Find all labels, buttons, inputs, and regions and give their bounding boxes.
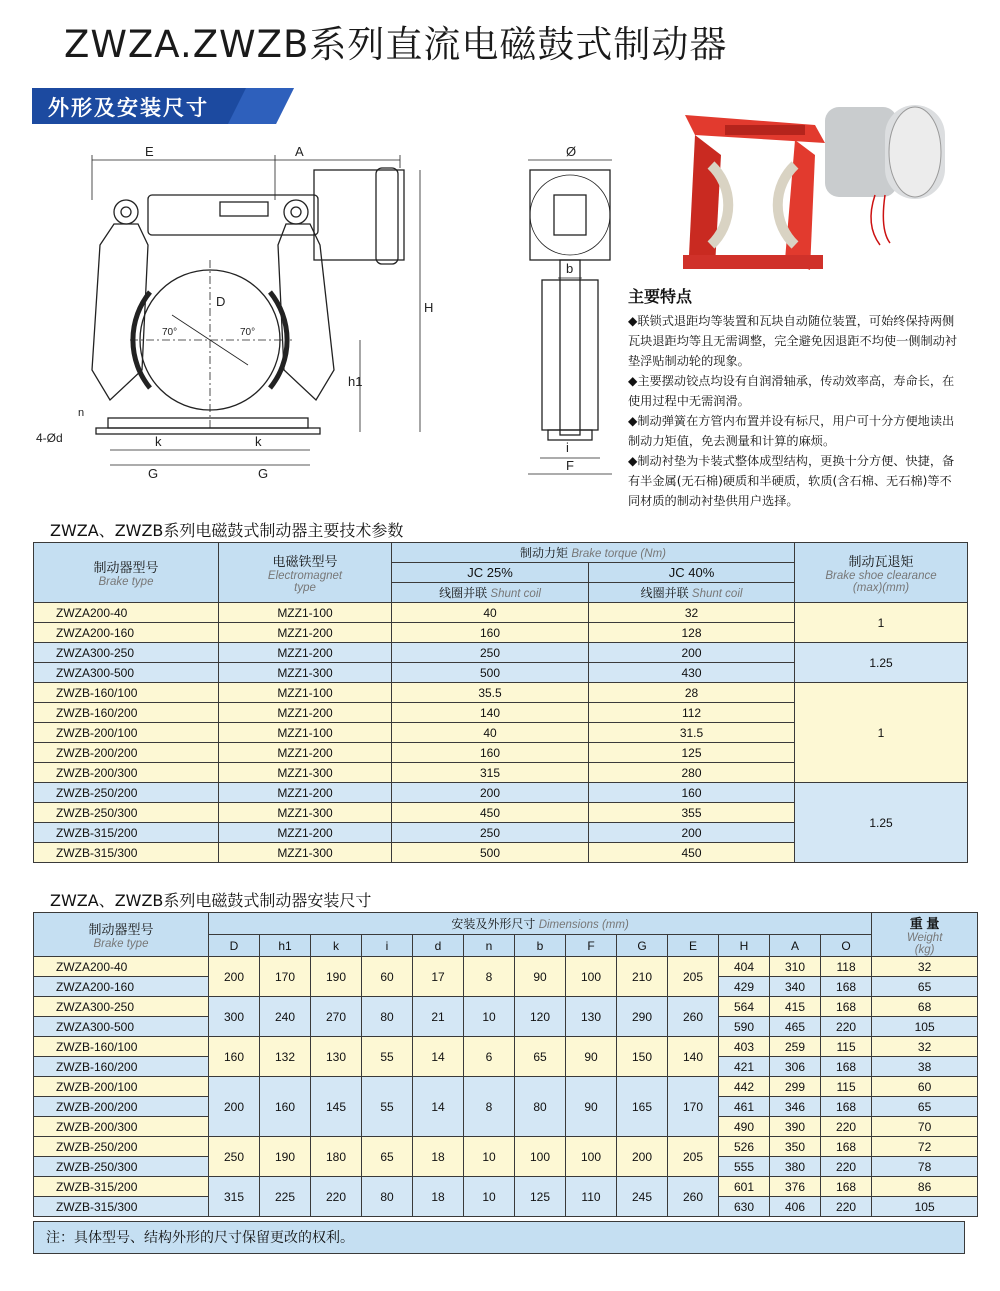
header-torque: 制动力矩 Brake torque (Nm) xyxy=(392,543,795,563)
page-title: ZWZA.ZWZB系列直流电磁鼓式制动器 xyxy=(64,23,728,66)
cell-magnet: MZZ1-300 xyxy=(219,803,392,823)
cell-jc25: 40 xyxy=(392,723,589,743)
cell-E: 260 xyxy=(668,997,719,1037)
cell-O: 168 xyxy=(821,997,872,1017)
label-A: A xyxy=(295,144,304,159)
cell-model: ZWZB-250/200 xyxy=(34,1137,209,1157)
table-row xyxy=(34,1037,978,1057)
cell-A: 259 xyxy=(770,1037,821,1057)
cell-k: 130 xyxy=(311,1037,362,1077)
feature-item: ◆制动弹簧在方管内布置并设有标尺，用户可十分方便地读出制动力矩值，免去测量和计算的麻烦。 xyxy=(628,414,955,448)
cell-model: ZWZB-250/300 xyxy=(34,803,219,823)
cell-d: 14 xyxy=(413,1077,464,1137)
col-header-D: D xyxy=(209,935,260,957)
cell-i: 65 xyxy=(362,1137,413,1177)
cell-jc25: 160 xyxy=(392,743,589,763)
cell-jc40: 125 xyxy=(589,743,795,763)
cell-model: ZWZB-200/100 xyxy=(34,1077,209,1097)
cell-weight: 105 xyxy=(872,1197,978,1217)
col-header-O: O xyxy=(821,935,872,957)
cell-jc40: 28 xyxy=(589,683,795,703)
cell-G: 150 xyxy=(617,1037,668,1077)
cell-jc25: 450 xyxy=(392,803,589,823)
cell-O: 168 xyxy=(821,1177,872,1197)
col-header-k: k xyxy=(311,935,362,957)
cell-G: 290 xyxy=(617,997,668,1037)
cell-magnet: MZZ1-300 xyxy=(219,763,392,783)
cell-A: 376 xyxy=(770,1177,821,1197)
features-section xyxy=(628,287,963,511)
cell-jc25: 500 xyxy=(392,663,589,683)
cell-h1: 160 xyxy=(260,1077,311,1137)
cell-h1: 190 xyxy=(260,1137,311,1177)
cell-jc25: 500 xyxy=(392,843,589,863)
cell-H: 590 xyxy=(719,1017,770,1037)
label-G-right: G xyxy=(258,466,269,481)
cell-h1: 240 xyxy=(260,997,311,1037)
header-jc40: JC 40% xyxy=(589,563,795,583)
cell-i: 80 xyxy=(362,1177,413,1217)
cell-A: 415 xyxy=(770,997,821,1017)
tech-params-table xyxy=(33,542,968,863)
cell-magnet: MZZ1-100 xyxy=(219,683,392,703)
cell-k: 145 xyxy=(311,1077,362,1137)
cell-model: ZWZA200-40 xyxy=(34,603,219,623)
cell-magnet: MZZ1-100 xyxy=(219,603,392,623)
cell-model: ZWZB-250/300 xyxy=(34,1157,209,1177)
cell-d: 14 xyxy=(413,1037,464,1077)
cell-b: 90 xyxy=(515,957,566,997)
cell-jc40: 32 xyxy=(589,603,795,623)
col-header-i: i xyxy=(362,935,413,957)
col-header-n: n xyxy=(464,935,515,957)
cell-E: 205 xyxy=(668,1137,719,1177)
section-banner-text: 外形及安装尺寸 xyxy=(48,96,209,120)
cell-H: 404 xyxy=(719,957,770,977)
cell-weight: 78 xyxy=(872,1157,978,1177)
cell-O: 220 xyxy=(821,1017,872,1037)
cell-model: ZWZA300-250 xyxy=(34,997,209,1017)
cell-i: 80 xyxy=(362,997,413,1037)
cell-G: 210 xyxy=(617,957,668,997)
cell-A: 406 xyxy=(770,1197,821,1217)
cell-weight: 70 xyxy=(872,1117,978,1137)
cell-O: 168 xyxy=(821,977,872,997)
cell-jc25: 35.5 xyxy=(392,683,589,703)
cell-D: 160 xyxy=(209,1037,260,1077)
cell-H: 601 xyxy=(719,1177,770,1197)
cell-H: 442 xyxy=(719,1077,770,1097)
cell-H: 403 xyxy=(719,1037,770,1057)
section-banner xyxy=(32,88,294,124)
cell-weight: 32 xyxy=(872,1037,978,1057)
footnote: 注：具体型号、结构外形的尺寸保留更改的权利。 xyxy=(33,1221,965,1254)
label-h1: h1 xyxy=(348,374,363,389)
cell-model: ZWZB-250/200 xyxy=(34,783,219,803)
label-n: n xyxy=(78,407,85,419)
cell-n: 8 xyxy=(464,957,515,997)
col-header-b: b xyxy=(515,935,566,957)
label-k-right: k xyxy=(255,434,262,449)
table-row xyxy=(34,957,978,977)
cell-D: 315 xyxy=(209,1177,260,1217)
label-holes: 4-Ød xyxy=(36,431,63,445)
cell-b: 100 xyxy=(515,1137,566,1177)
cell-E: 170 xyxy=(668,1077,719,1137)
table-row xyxy=(34,783,968,803)
cell-A: 380 xyxy=(770,1157,821,1177)
cell-d: 18 xyxy=(413,1177,464,1217)
cell-h1: 170 xyxy=(260,957,311,997)
header-jc25: JC 25% xyxy=(392,563,589,583)
table-row xyxy=(34,603,968,623)
cell-k: 220 xyxy=(311,1177,362,1217)
cell-model: ZWZB-200/200 xyxy=(34,1097,209,1117)
cell-D: 250 xyxy=(209,1137,260,1177)
col-header-H: H xyxy=(719,935,770,957)
cell-k: 180 xyxy=(311,1137,362,1177)
cell-model: ZWZB-315/300 xyxy=(34,843,219,863)
cell-H: 526 xyxy=(719,1137,770,1157)
cell-jc40: 200 xyxy=(589,823,795,843)
feature-item: ◆主要摆动铰点均设有自润滑轴承，传动效率高，寿命长，在使用过程中无需润滑。 xyxy=(628,374,955,408)
cell-jc25: 315 xyxy=(392,763,589,783)
label-D: D xyxy=(216,294,226,309)
cell-clearance: 1 xyxy=(795,683,968,783)
table-row xyxy=(34,997,978,1017)
col-header-E: E xyxy=(668,935,719,957)
cell-clearance: 1 xyxy=(795,603,968,643)
table1-title: ZWZA、ZWZB系列电磁鼓式制动器主要技术参数 xyxy=(50,521,404,540)
cell-A: 346 xyxy=(770,1097,821,1117)
cell-n: 10 xyxy=(464,1137,515,1177)
install-dimensions-table xyxy=(33,912,978,1217)
cell-jc40: 160 xyxy=(589,783,795,803)
cell-A: 465 xyxy=(770,1017,821,1037)
cell-D: 200 xyxy=(209,957,260,997)
cell-jc40: 128 xyxy=(589,623,795,643)
col-header-d: d xyxy=(413,935,464,957)
cell-i: 60 xyxy=(362,957,413,997)
header-coil-jc25: 线圈并联 Shunt coil xyxy=(392,583,589,603)
cell-magnet: MZZ1-300 xyxy=(219,843,392,863)
cell-H: 429 xyxy=(719,977,770,997)
cell-b: 120 xyxy=(515,997,566,1037)
cell-H: 555 xyxy=(719,1157,770,1177)
cell-i: 55 xyxy=(362,1077,413,1137)
cell-jc40: 280 xyxy=(589,763,795,783)
cell-E: 205 xyxy=(668,957,719,997)
label-k-left: k xyxy=(155,434,162,449)
header-clearance: 制动瓦退矩 Brake shoe clearance (max)(mm) xyxy=(795,543,968,603)
cell-model: ZWZB-315/300 xyxy=(34,1197,209,1217)
cell-E: 140 xyxy=(668,1037,719,1077)
cell-D: 200 xyxy=(209,1077,260,1137)
cell-n: 10 xyxy=(464,997,515,1037)
header-model: 制动器型号 Brake type xyxy=(34,913,209,957)
cell-jc25: 250 xyxy=(392,823,589,843)
cell-G: 165 xyxy=(617,1077,668,1137)
cell-F: 130 xyxy=(566,997,617,1037)
header-weight: 重 量 Weight (kg) xyxy=(872,913,978,957)
cell-jc40: 112 xyxy=(589,703,795,723)
cell-weight: 38 xyxy=(872,1057,978,1077)
cell-d: 21 xyxy=(413,997,464,1037)
cell-i: 55 xyxy=(362,1037,413,1077)
cell-magnet: MZZ1-200 xyxy=(219,783,392,803)
col-header-A: A xyxy=(770,935,821,957)
cell-weight: 60 xyxy=(872,1077,978,1097)
cell-jc25: 160 xyxy=(392,623,589,643)
label-b: b xyxy=(566,261,574,276)
cell-F: 110 xyxy=(566,1177,617,1217)
cell-n: 6 xyxy=(464,1037,515,1077)
table2-title: ZWZA、ZWZB系列电磁鼓式制动器安装尺寸 xyxy=(50,891,372,910)
cell-A: 299 xyxy=(770,1077,821,1097)
cell-d: 18 xyxy=(413,1137,464,1177)
col-header-F: F xyxy=(566,935,617,957)
cell-model: ZWZA300-500 xyxy=(34,1017,209,1037)
table-row xyxy=(34,1077,978,1097)
header-dimensions: 安装及外形尺寸 Dimensions (mm) xyxy=(209,913,872,935)
cell-magnet: MZZ1-200 xyxy=(219,743,392,763)
cell-O: 115 xyxy=(821,1037,872,1057)
cell-magnet: MZZ1-300 xyxy=(219,663,392,683)
cell-model: ZWZA300-250 xyxy=(34,643,219,663)
cell-weight: 105 xyxy=(872,1017,978,1037)
cell-H: 490 xyxy=(719,1117,770,1137)
cell-weight: 86 xyxy=(872,1177,978,1197)
header-coil-jc40: 线圈并联 Shunt coil xyxy=(589,583,795,603)
cell-jc40: 450 xyxy=(589,843,795,863)
cell-magnet: MZZ1-200 xyxy=(219,643,392,663)
cell-F: 90 xyxy=(566,1077,617,1137)
cell-model: ZWZB-160/200 xyxy=(34,1057,209,1077)
cell-k: 190 xyxy=(311,957,362,997)
cell-A: 350 xyxy=(770,1137,821,1157)
cell-G: 200 xyxy=(617,1137,668,1177)
cell-model: ZWZA200-40 xyxy=(34,957,209,977)
cell-model: ZWZB-200/300 xyxy=(34,1117,209,1137)
cell-O: 115 xyxy=(821,1077,872,1097)
cell-A: 306 xyxy=(770,1057,821,1077)
cell-b: 65 xyxy=(515,1037,566,1077)
cell-k: 270 xyxy=(311,997,362,1037)
label-O: Ø xyxy=(566,144,577,159)
cell-model: ZWZA300-500 xyxy=(34,663,219,683)
features-heading: 主要特点 xyxy=(628,287,693,306)
cell-F: 100 xyxy=(566,1137,617,1177)
cell-magnet: MZZ1-100 xyxy=(219,723,392,743)
label-i: i xyxy=(566,440,569,455)
col-header-G: G xyxy=(617,935,668,957)
cell-jc25: 250 xyxy=(392,643,589,663)
cell-jc25: 40 xyxy=(392,603,589,623)
cell-D: 300 xyxy=(209,997,260,1037)
cell-jc40: 31.5 xyxy=(589,723,795,743)
cell-d: 17 xyxy=(413,957,464,997)
cell-jc40: 355 xyxy=(589,803,795,823)
product-photo xyxy=(675,95,965,280)
cell-G: 245 xyxy=(617,1177,668,1217)
cell-weight: 68 xyxy=(872,997,978,1017)
table-row xyxy=(34,643,968,663)
label-angle-left: 70° xyxy=(162,327,178,338)
cell-magnet: MZZ1-200 xyxy=(219,823,392,843)
cell-weight: 65 xyxy=(872,1097,978,1117)
cell-jc25: 140 xyxy=(392,703,589,723)
cell-n: 8 xyxy=(464,1077,515,1137)
cell-F: 90 xyxy=(566,1037,617,1077)
cell-model: ZWZB-315/200 xyxy=(34,823,219,843)
cell-O: 168 xyxy=(821,1097,872,1117)
table-row xyxy=(34,683,968,703)
cell-weight: 65 xyxy=(872,977,978,997)
cell-h1: 225 xyxy=(260,1177,311,1217)
cell-A: 390 xyxy=(770,1117,821,1137)
cell-model: ZWZA200-160 xyxy=(34,623,219,643)
cell-model: ZWZA200-160 xyxy=(34,977,209,997)
cell-A: 310 xyxy=(770,957,821,977)
cell-magnet: MZZ1-200 xyxy=(219,623,392,643)
cell-model: ZWZB-200/300 xyxy=(34,763,219,783)
cell-O: 220 xyxy=(821,1197,872,1217)
feature-item: ◆制动衬垫为卡装式整体成型结构，更换十分方便、快捷，备有半金属(无石棉)硬质和半硬质，软质(含石棉、无石棉)等不同材质的制动衬垫供用户选择。 xyxy=(628,454,955,508)
cell-O: 168 xyxy=(821,1137,872,1157)
cell-h1: 132 xyxy=(260,1037,311,1077)
label-H: H xyxy=(424,300,434,315)
cell-magnet: MZZ1-200 xyxy=(219,703,392,723)
cell-H: 461 xyxy=(719,1097,770,1117)
cell-weight: 72 xyxy=(872,1137,978,1157)
cell-weight: 32 xyxy=(872,957,978,977)
cell-model: ZWZB-200/100 xyxy=(34,723,219,743)
cell-jc40: 430 xyxy=(589,663,795,683)
cell-O: 220 xyxy=(821,1157,872,1177)
cell-H: 421 xyxy=(719,1057,770,1077)
cell-F: 100 xyxy=(566,957,617,997)
cell-model: ZWZB-160/200 xyxy=(34,703,219,723)
header-magnet: 电磁铁型号 Electromagnet type xyxy=(219,543,392,603)
col-header-h1: h1 xyxy=(260,935,311,957)
label-E: E xyxy=(145,144,154,159)
cell-O: 220 xyxy=(821,1117,872,1137)
cell-clearance: 1.25 xyxy=(795,783,968,863)
cell-b: 80 xyxy=(515,1077,566,1137)
cell-jc25: 200 xyxy=(392,783,589,803)
cell-O: 168 xyxy=(821,1057,872,1077)
cell-n: 10 xyxy=(464,1177,515,1217)
technical-drawing xyxy=(30,140,620,490)
cell-model: ZWZB-160/100 xyxy=(34,683,219,703)
table-row xyxy=(34,1177,978,1197)
cell-H: 564 xyxy=(719,997,770,1017)
feature-item: ◆联锁式退距均等装置和瓦块自动随位装置，可始终保持两侧瓦块退距均等且无需调整，完全避免因退距不均使一侧制动衬垫浮贴制动轮的现象。 xyxy=(628,314,958,368)
label-G-left: G xyxy=(148,466,159,481)
cell-b: 125 xyxy=(515,1177,566,1217)
cell-jc40: 200 xyxy=(589,643,795,663)
cell-model: ZWZB-200/200 xyxy=(34,743,219,763)
cell-H: 630 xyxy=(719,1197,770,1217)
cell-model: ZWZB-315/200 xyxy=(34,1177,209,1197)
cell-E: 260 xyxy=(668,1177,719,1217)
cell-O: 118 xyxy=(821,957,872,977)
table-row xyxy=(34,1137,978,1157)
cell-A: 340 xyxy=(770,977,821,997)
cell-clearance: 1.25 xyxy=(795,643,968,683)
cell-model: ZWZB-160/100 xyxy=(34,1037,209,1057)
header-model: 制动器型号 Brake type xyxy=(34,543,219,603)
label-F: F xyxy=(566,458,574,473)
label-angle-right: 70° xyxy=(240,327,256,338)
